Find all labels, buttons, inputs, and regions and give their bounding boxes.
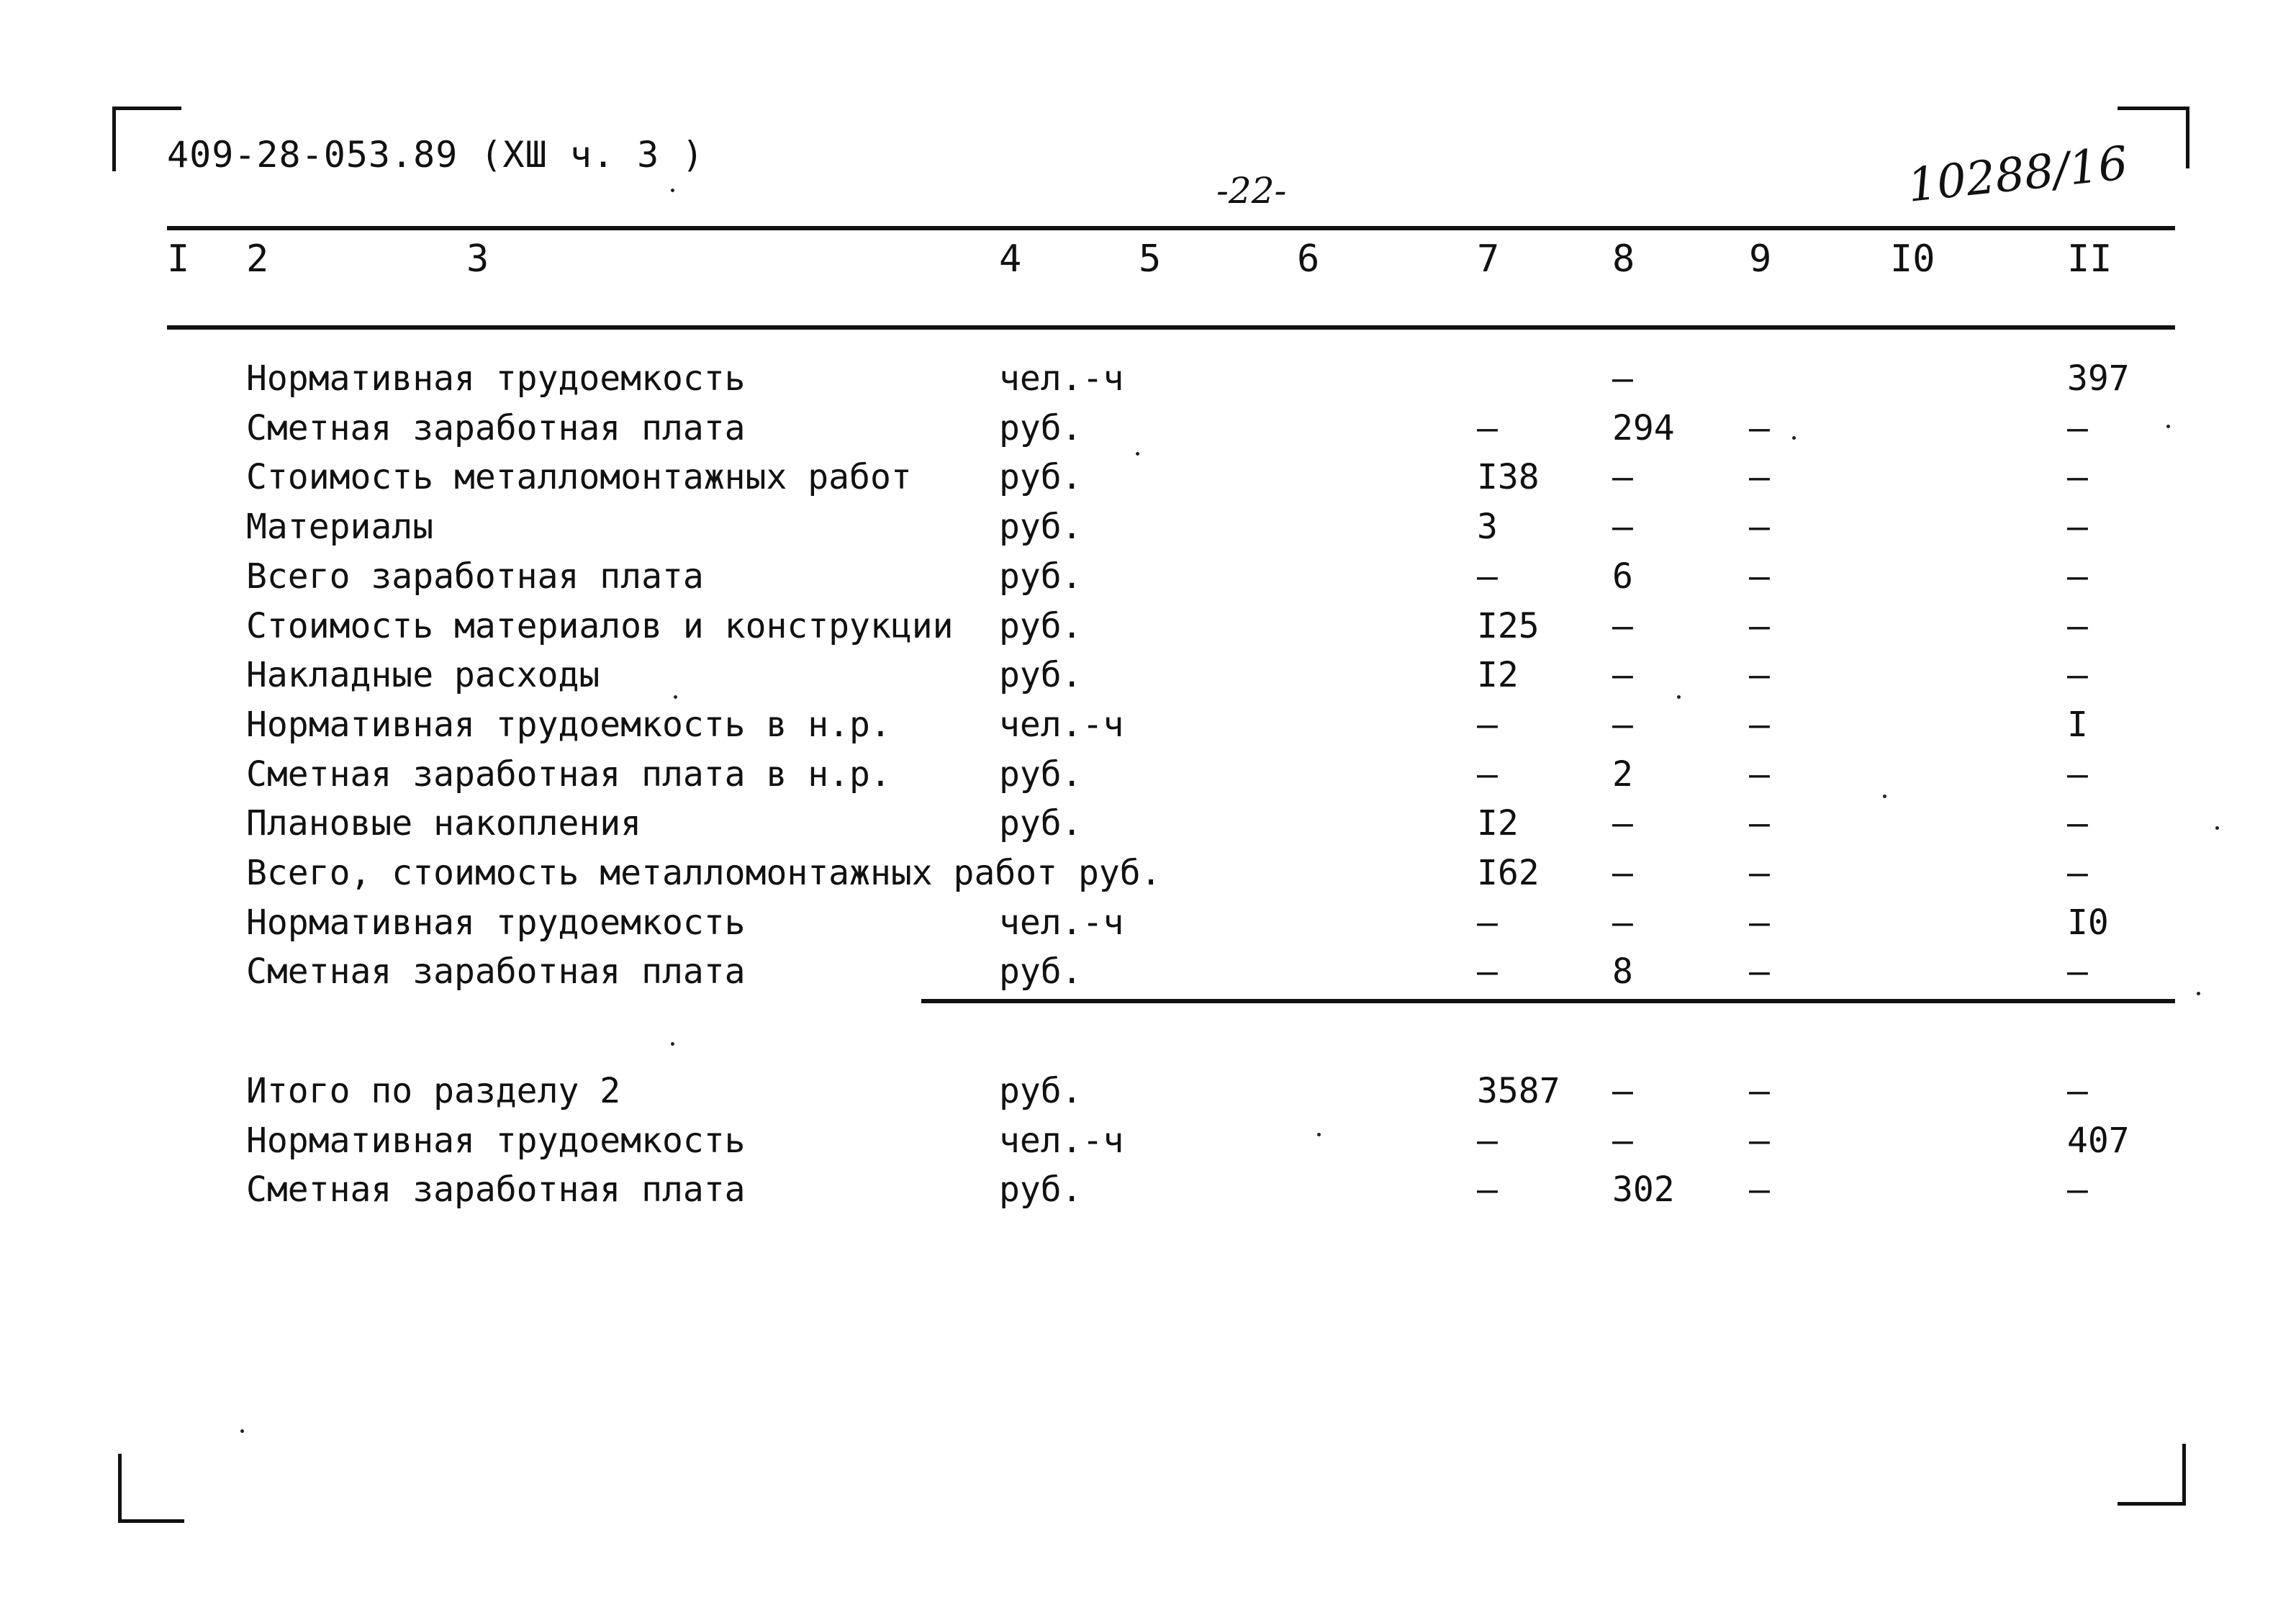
row-unit: руб.	[999, 803, 1083, 843]
row-col9-value: –	[1749, 655, 1770, 695]
row-col9-value: –	[1749, 853, 1770, 893]
row-col11-value: –	[2067, 1170, 2088, 1210]
row-col7-value: I2	[1477, 803, 1519, 843]
column-header-4: 4	[999, 238, 1022, 281]
row-col7-value: –	[1477, 1121, 1498, 1161]
column-header-10: I0	[1890, 238, 1935, 281]
row-col9-value: –	[1749, 803, 1770, 843]
column-header-7: 7	[1477, 238, 1500, 281]
row-col11-value: –	[2067, 408, 2088, 448]
row-unit: чел.-ч	[999, 705, 1124, 745]
row-col11-value: –	[2067, 606, 2088, 646]
row-unit: чел.-ч	[999, 1121, 1124, 1161]
row-description: Нормативная трудоемкость	[246, 1121, 746, 1161]
row-col9-value: –	[1749, 1121, 1770, 1161]
row-col8-value: –	[1612, 507, 1633, 547]
row-unit: руб.	[999, 606, 1083, 646]
corner-mark-top-right	[2118, 107, 2189, 110]
row-unit: руб.	[999, 507, 1083, 547]
row-unit: руб.	[999, 754, 1083, 795]
corner-mark-top-right	[2186, 107, 2189, 168]
corner-mark-bottom-left	[118, 1519, 184, 1523]
row-col7-value: –	[1477, 902, 1498, 943]
row-col9-value: –	[1749, 457, 1770, 497]
row-unit: руб.	[999, 457, 1083, 497]
scan-speck	[671, 189, 674, 192]
row-col8-value: –	[1612, 902, 1633, 943]
row-description: Материалы	[246, 507, 434, 547]
column-header-rule	[167, 325, 2175, 330]
row-col11-value: –	[2067, 951, 2088, 992]
row-col11-value: –	[2067, 507, 2088, 547]
row-col8-value: 8	[1612, 951, 1633, 992]
row-description: Накладные расходы	[246, 655, 600, 695]
row-description: Нормативная трудоемкость	[246, 902, 746, 943]
row-col11-value: –	[2067, 457, 2088, 497]
table-top-rule	[167, 226, 2175, 230]
row-col11-value: –	[2067, 556, 2088, 597]
row-col7-value: 3	[1477, 507, 1498, 547]
row-col9-value: –	[1749, 951, 1770, 992]
row-unit: руб.	[999, 408, 1083, 448]
row-col9-value: –	[1749, 507, 1770, 547]
column-header-11: II	[2067, 238, 2112, 281]
row-col8-value: –	[1612, 655, 1633, 695]
row-col11-value: I0	[2067, 902, 2109, 943]
column-header-2: 2	[246, 238, 269, 281]
row-description: Сметная заработная плата	[246, 408, 746, 448]
row-col8-value: –	[1612, 853, 1633, 893]
scan-speck	[2166, 425, 2170, 428]
row-col11-value: 397	[2067, 358, 2130, 399]
row-col9-value: –	[1749, 606, 1770, 646]
row-col11-value: –	[2067, 853, 2088, 893]
row-unit: руб.	[999, 951, 1083, 992]
row-col9-value: –	[1749, 408, 1770, 448]
row-col7-value: 3587	[1477, 1071, 1560, 1111]
row-col7-value: –	[1477, 408, 1498, 448]
row-col9-value: –	[1749, 1071, 1770, 1111]
row-col8-value: –	[1612, 1071, 1633, 1111]
corner-mark-bottom-right	[2182, 1444, 2186, 1506]
row-description: Всего, стоимость металломонтажных работ руб.	[246, 853, 1162, 893]
scan-speck	[240, 1429, 244, 1433]
column-header-5: 5	[1139, 238, 1162, 281]
row-col7-value: –	[1477, 951, 1498, 992]
row-col11-value: I	[2067, 705, 2088, 745]
row-col8-value: –	[1612, 705, 1633, 745]
scan-speck	[1677, 695, 1681, 699]
scan-speck	[1136, 452, 1139, 456]
scan-speck	[1317, 1133, 1321, 1136]
row-unit: руб.	[999, 1170, 1083, 1210]
row-unit: руб.	[999, 655, 1083, 695]
row-unit: руб.	[999, 1071, 1083, 1111]
row-col8-value: –	[1612, 606, 1633, 646]
corner-mark-top-left	[112, 107, 116, 171]
row-description: Сметная заработная плата в н.р.	[246, 754, 891, 795]
row-description: Нормативная трудоемкость	[246, 358, 746, 399]
row-col7-value: I2	[1477, 655, 1519, 695]
row-col7-value: –	[1477, 705, 1498, 745]
row-description: Плановые накопления	[246, 803, 642, 843]
row-col8-value: 294	[1612, 408, 1675, 448]
row-col8-value: 2	[1612, 754, 1633, 795]
row-description: Всего заработная плата	[246, 556, 704, 597]
row-col11-value: –	[2067, 1071, 2088, 1111]
row-col8-value: 6	[1612, 556, 1633, 597]
row-col11-value: –	[2067, 655, 2088, 695]
row-col7-value: I25	[1477, 606, 1540, 646]
row-description: Стоимость металломонтажных работ	[246, 457, 912, 497]
row-col11-value: –	[2067, 754, 2088, 795]
row-description: Сметная заработная плата	[246, 1170, 746, 1210]
row-col7-value: I62	[1477, 853, 1540, 893]
row-col7-value: I38	[1477, 457, 1540, 497]
scan-speck	[674, 695, 677, 699]
row-col7-value: –	[1477, 754, 1498, 795]
column-header-1: I	[167, 238, 190, 281]
column-header-6: 6	[1297, 238, 1320, 281]
corner-mark-bottom-left	[118, 1454, 122, 1523]
row-description: Нормативная трудоемкость в н.р.	[246, 705, 891, 745]
row-col7-value: –	[1477, 556, 1498, 597]
corner-mark-top-left	[112, 107, 181, 110]
row-col9-value: –	[1749, 754, 1770, 795]
row-col8-value: 302	[1612, 1170, 1675, 1210]
row-unit: чел.-ч	[999, 358, 1124, 399]
row-col9-value: –	[1749, 705, 1770, 745]
row-description: Итого по разделу 2	[246, 1071, 621, 1111]
column-header-9: 9	[1749, 238, 1772, 281]
row-unit: чел.-ч	[999, 902, 1124, 943]
row-col8-value: –	[1612, 1121, 1633, 1161]
row-col11-value: –	[2067, 803, 2088, 843]
row-col8-value: –	[1612, 803, 1633, 843]
scan-speck	[671, 1042, 674, 1046]
row-col11-value: 407	[2067, 1121, 2130, 1161]
row-col8-value: –	[1612, 457, 1633, 497]
document-code: 409-28-053.89 (ХШ ч. 3 )	[167, 134, 705, 176]
row-description: Сметная заработная плата	[246, 951, 746, 992]
scan-speck	[1883, 795, 1886, 798]
column-header-3: 3	[466, 238, 489, 281]
row-col7-value: –	[1477, 1170, 1498, 1210]
corner-mark-bottom-right	[2118, 1502, 2186, 1506]
scan-speck	[2215, 826, 2219, 830]
row-unit: руб.	[999, 556, 1083, 597]
column-header-8: 8	[1612, 238, 1635, 281]
archive-number: 10288/16	[1904, 137, 2130, 213]
row-col9-value: –	[1749, 1170, 1770, 1210]
row-col9-value: –	[1749, 556, 1770, 597]
page-number: -22-	[1216, 170, 1287, 212]
row-col8-value: –	[1612, 358, 1633, 399]
row-col9-value: –	[1749, 902, 1770, 943]
scan-speck	[1792, 436, 1796, 440]
scan-speck	[2197, 992, 2200, 995]
row-description: Стоимость материалов и конструкции	[246, 606, 954, 646]
section-total-rule	[921, 999, 2175, 1003]
